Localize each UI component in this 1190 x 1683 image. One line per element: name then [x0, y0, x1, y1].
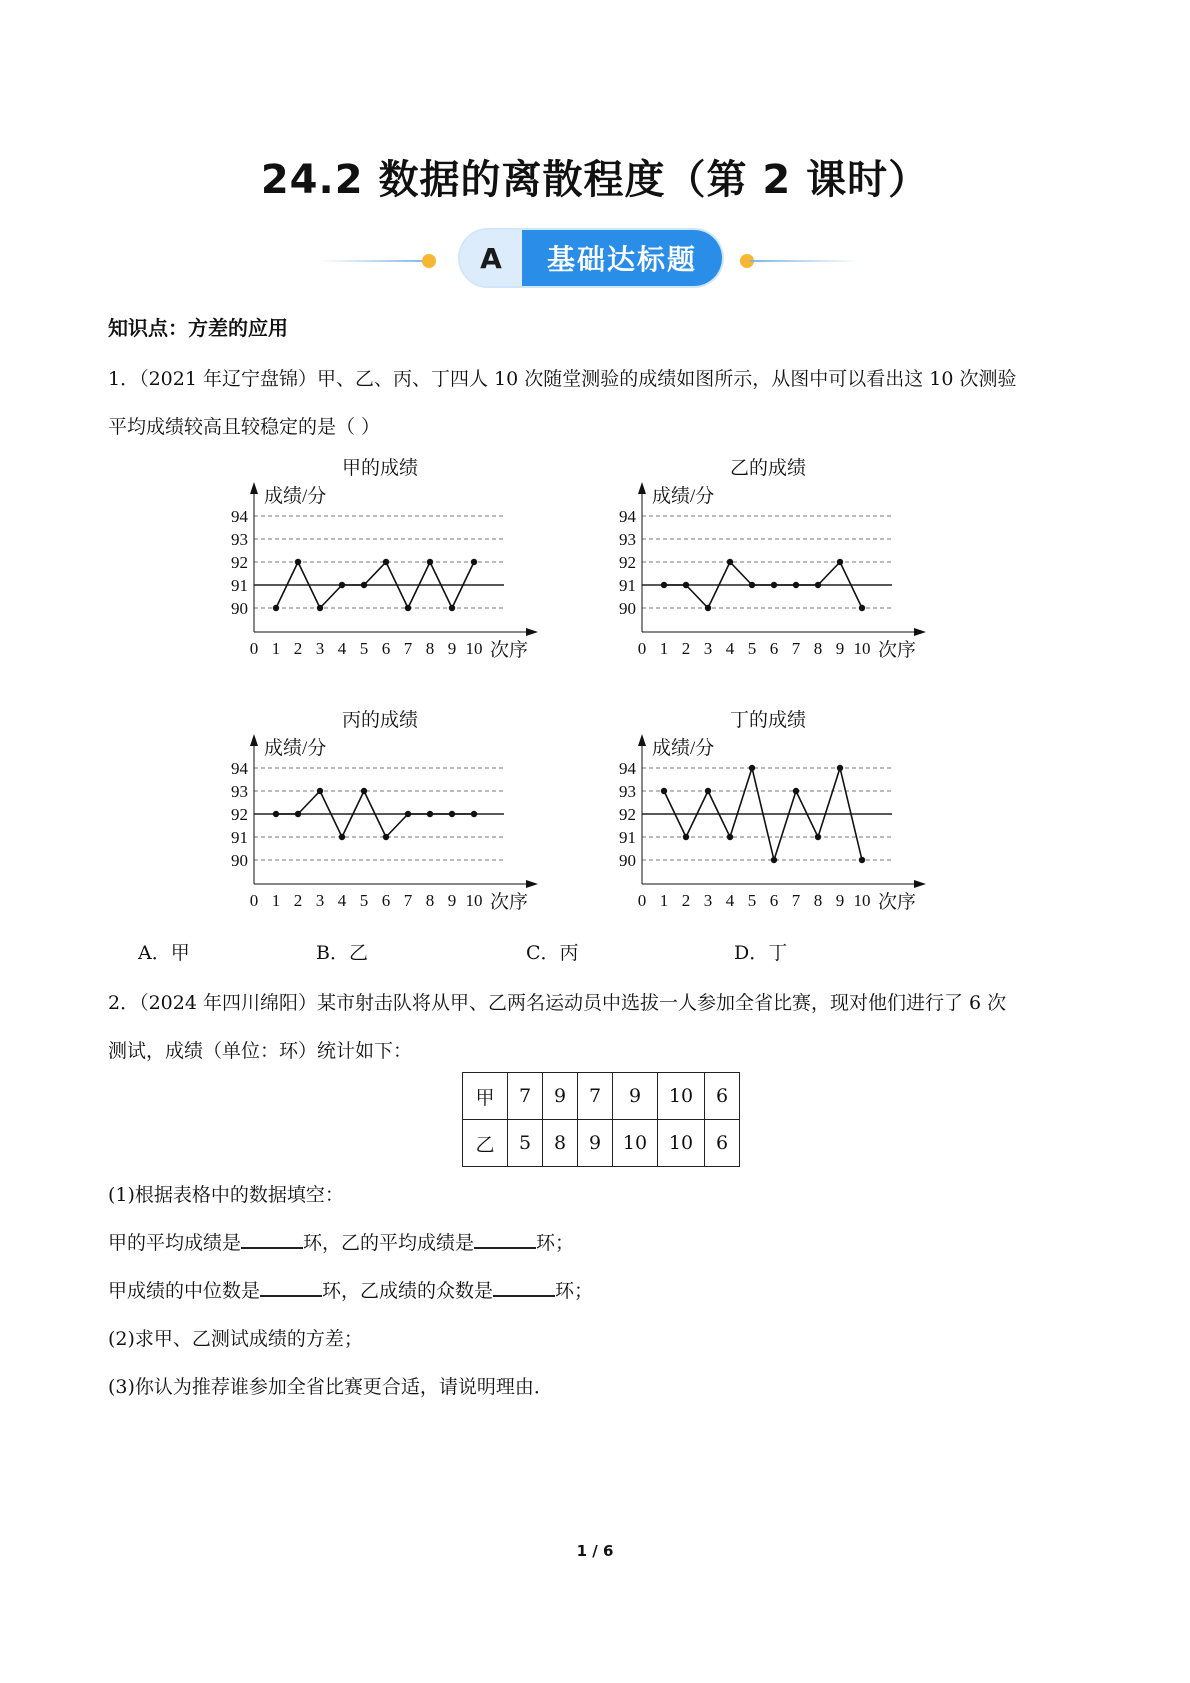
chart-title: 丙的成绩 — [341, 710, 419, 731]
q1-line2: 平均成绩较高且较稳定的是（ ） — [108, 416, 381, 438]
banner-letter: A — [460, 230, 522, 286]
data-point — [273, 811, 279, 817]
q1-option-a[interactable]: A．甲 — [138, 942, 190, 964]
chart-title: 乙的成绩 — [729, 458, 807, 479]
x-axis-label: 次序 — [490, 892, 529, 913]
table-cell: 6 — [705, 1073, 740, 1120]
data-point — [793, 788, 799, 794]
table-cell: 7 — [578, 1073, 613, 1120]
x-tick-label: 2 — [293, 639, 303, 658]
x-tick-label: 8 — [425, 891, 435, 910]
x-tick-label: 1 — [659, 639, 669, 658]
fill1-text-b: 环，乙的平均成绩是 — [303, 1232, 475, 1254]
table-cell: 9 — [613, 1073, 658, 1120]
table-cell: 9 — [543, 1073, 578, 1120]
table-cell: 7 — [508, 1073, 543, 1120]
y-tick-label: 90 — [231, 851, 248, 870]
q2-fill1 — [108, 1228, 574, 1255]
data-point — [383, 834, 389, 840]
y-tick-label: 91 — [231, 828, 248, 847]
data-point — [771, 857, 777, 863]
table-cell: 9 — [578, 1120, 613, 1167]
fill2-text-a: 甲成绩的中位数是 — [108, 1280, 261, 1302]
y-axis-label: 成绩/分 — [264, 486, 327, 507]
y-tick-label: 93 — [231, 782, 248, 801]
table-row — [463, 1120, 740, 1167]
x-tick-label: 0 — [637, 891, 647, 910]
x-tick-label: 1 — [271, 891, 281, 910]
data-point — [859, 605, 865, 611]
table-cell: 乙 — [463, 1120, 508, 1167]
banner-line-left — [320, 260, 430, 262]
banner-label: 基础达标题 — [522, 230, 722, 286]
data-point — [837, 559, 843, 565]
data-point — [683, 582, 689, 588]
y-axis-arrow — [638, 482, 646, 494]
q2-sub2: (2)求甲、乙测试成绩的方差； — [108, 1328, 363, 1350]
x-axis-arrow — [914, 880, 926, 888]
x-tick-label: 8 — [813, 891, 823, 910]
y-tick-label: 93 — [619, 530, 636, 549]
data-point — [727, 559, 733, 565]
y-tick-label: 91 — [231, 576, 248, 595]
data-point — [295, 811, 301, 817]
y-tick-label: 94 — [231, 759, 248, 778]
data-point — [427, 559, 433, 565]
x-tick-label: 3 — [315, 891, 325, 910]
x-tick-label: 9 — [835, 639, 845, 658]
data-point — [339, 834, 345, 840]
x-tick-label: 3 — [315, 639, 325, 658]
y-tick-label: 94 — [231, 507, 248, 526]
data-point — [749, 582, 755, 588]
fill1-text-c: 环； — [536, 1232, 575, 1254]
answer-blank[interactable] — [241, 1229, 303, 1249]
y-tick-label: 90 — [231, 599, 248, 618]
x-tick-label: 4 — [725, 639, 735, 658]
table-row — [463, 1073, 740, 1120]
q2-line1: 2．（2024 年四川绵阳）某市射击队将从甲、乙两名运动员中选拔一人参加全省比赛，现对他们进行了 6 次 — [108, 992, 1007, 1014]
y-tick-label: 90 — [619, 851, 636, 870]
data-point — [771, 582, 777, 588]
y-tick-label: 91 — [619, 828, 636, 847]
y-tick-label: 92 — [231, 805, 248, 824]
x-tick-label: 1 — [271, 639, 281, 658]
x-tick-label: 0 — [249, 891, 259, 910]
data-point — [361, 582, 367, 588]
x-tick-label: 7 — [791, 891, 801, 910]
data-point — [815, 834, 821, 840]
chart-yi — [618, 452, 958, 682]
x-tick-label: 10 — [853, 639, 871, 658]
x-tick-label: 10 — [853, 891, 871, 910]
table-cell: 10 — [613, 1120, 658, 1167]
x-axis-label: 次序 — [878, 892, 917, 913]
x-axis-arrow — [526, 628, 538, 636]
page-number: 1 / 6 — [576, 1542, 614, 1560]
x-tick-label: 1 — [659, 891, 669, 910]
section-banner — [320, 226, 860, 286]
x-tick-label: 5 — [359, 639, 369, 658]
y-tick-label: 94 — [619, 759, 636, 778]
y-tick-label: 93 — [619, 782, 636, 801]
table-cell: 6 — [705, 1120, 740, 1167]
data-point — [361, 788, 367, 794]
data-point — [837, 765, 843, 771]
chart-jia — [230, 452, 570, 682]
fill2-text-b: 环，乙成绩的众数是 — [322, 1280, 494, 1302]
q2-line2: 测试，成绩（单位：环）统计如下： — [108, 1040, 413, 1062]
x-tick-label: 10 — [465, 891, 483, 910]
page-title: 24.2 数据的离散程度（第 2 课时） — [260, 157, 930, 203]
answer-blank[interactable] — [260, 1277, 322, 1297]
fill2-text-c: 环； — [555, 1280, 594, 1302]
x-tick-label: 6 — [381, 891, 391, 910]
x-tick-label: 7 — [791, 639, 801, 658]
q1-option-b[interactable]: B．乙 — [316, 942, 368, 964]
data-point — [405, 811, 411, 817]
data-point — [727, 834, 733, 840]
x-tick-label: 2 — [681, 639, 691, 658]
q1-line1: 1．（2021 年辽宁盘锦）甲、乙、丙、丁四人 10 次随堂测验的成绩如图所示，从图中可以看出这 10 次测验 — [108, 368, 1017, 390]
data-point — [661, 582, 667, 588]
chart-bing — [230, 704, 570, 934]
x-tick-label: 4 — [337, 639, 347, 658]
x-tick-label: 8 — [425, 639, 435, 658]
x-tick-label: 6 — [381, 639, 391, 658]
x-tick-label: 7 — [403, 639, 413, 658]
data-point — [405, 605, 411, 611]
q2-fill2 — [108, 1276, 593, 1303]
x-tick-label: 6 — [769, 639, 779, 658]
x-tick-label: 7 — [403, 891, 413, 910]
data-point — [793, 582, 799, 588]
table-cell: 10 — [658, 1073, 705, 1120]
x-tick-label: 9 — [447, 891, 457, 910]
data-point — [471, 811, 477, 817]
y-tick-label: 90 — [619, 599, 636, 618]
x-tick-label: 5 — [747, 639, 757, 658]
x-tick-label: 5 — [359, 891, 369, 910]
x-tick-label: 8 — [813, 639, 823, 658]
q1-options — [0, 938, 1190, 968]
x-tick-label: 3 — [703, 639, 713, 658]
x-axis-arrow — [526, 880, 538, 888]
y-axis-arrow — [250, 734, 258, 746]
banner-pill — [460, 230, 722, 286]
data-point — [383, 559, 389, 565]
section-heading: 知识点：方差的应用 — [108, 316, 288, 340]
y-tick-label: 93 — [231, 530, 248, 549]
banner-dot-left — [422, 254, 436, 268]
data-point — [427, 811, 433, 817]
y-tick-label: 92 — [619, 805, 636, 824]
data-point — [317, 788, 323, 794]
y-axis-arrow — [250, 482, 258, 494]
data-point — [449, 811, 455, 817]
data-point — [471, 559, 477, 565]
x-axis-label: 次序 — [878, 640, 917, 661]
y-tick-label: 92 — [231, 553, 248, 572]
data-point — [449, 605, 455, 611]
x-tick-label: 4 — [337, 891, 347, 910]
data-point — [317, 605, 323, 611]
x-tick-label: 2 — [293, 891, 303, 910]
q1-option-c[interactable]: C．丙 — [526, 942, 579, 964]
x-tick-label: 4 — [725, 891, 735, 910]
x-axis-arrow — [914, 628, 926, 636]
x-tick-label: 5 — [747, 891, 757, 910]
y-tick-label: 94 — [619, 507, 636, 526]
chart-title: 甲的成绩 — [341, 458, 419, 479]
banner-line-right — [750, 260, 860, 262]
data-point — [661, 788, 667, 794]
answer-blank[interactable] — [474, 1229, 536, 1249]
table-cell: 10 — [658, 1120, 705, 1167]
x-tick-label: 3 — [703, 891, 713, 910]
data-point — [295, 559, 301, 565]
y-tick-label: 92 — [619, 553, 636, 572]
x-tick-label: 6 — [769, 891, 779, 910]
x-tick-label: 0 — [249, 639, 259, 658]
x-tick-label: 9 — [447, 639, 457, 658]
q2-sub1: (1)根据表格中的数据填空： — [108, 1184, 344, 1206]
data-point — [705, 788, 711, 794]
y-tick-label: 91 — [619, 576, 636, 595]
x-tick-label: 10 — [465, 639, 483, 658]
x-tick-label: 2 — [681, 891, 691, 910]
x-tick-label: 0 — [637, 639, 647, 658]
fill1-text-a: 甲的平均成绩是 — [108, 1232, 242, 1254]
y-axis-label: 成绩/分 — [652, 738, 715, 759]
x-axis-label: 次序 — [490, 640, 529, 661]
y-axis-arrow — [638, 734, 646, 746]
score-table — [462, 1072, 740, 1167]
x-tick-label: 9 — [835, 891, 845, 910]
data-point — [273, 605, 279, 611]
chart-ding — [618, 704, 958, 934]
answer-blank[interactable] — [493, 1277, 555, 1297]
data-point — [859, 857, 865, 863]
q1-option-d[interactable]: D．丁 — [734, 942, 788, 964]
data-point — [815, 582, 821, 588]
y-axis-label: 成绩/分 — [652, 486, 715, 507]
data-point — [683, 834, 689, 840]
table-cell: 5 — [508, 1120, 543, 1167]
data-point — [339, 582, 345, 588]
data-point — [705, 605, 711, 611]
chart-title: 丁的成绩 — [729, 710, 807, 731]
q2-sub3: (3)你认为推荐谁参加全省比赛更合适，请说明理由． — [108, 1376, 553, 1398]
y-axis-label: 成绩/分 — [264, 738, 327, 759]
data-point — [749, 765, 755, 771]
table-cell: 甲 — [463, 1073, 508, 1120]
table-cell: 8 — [543, 1120, 578, 1167]
